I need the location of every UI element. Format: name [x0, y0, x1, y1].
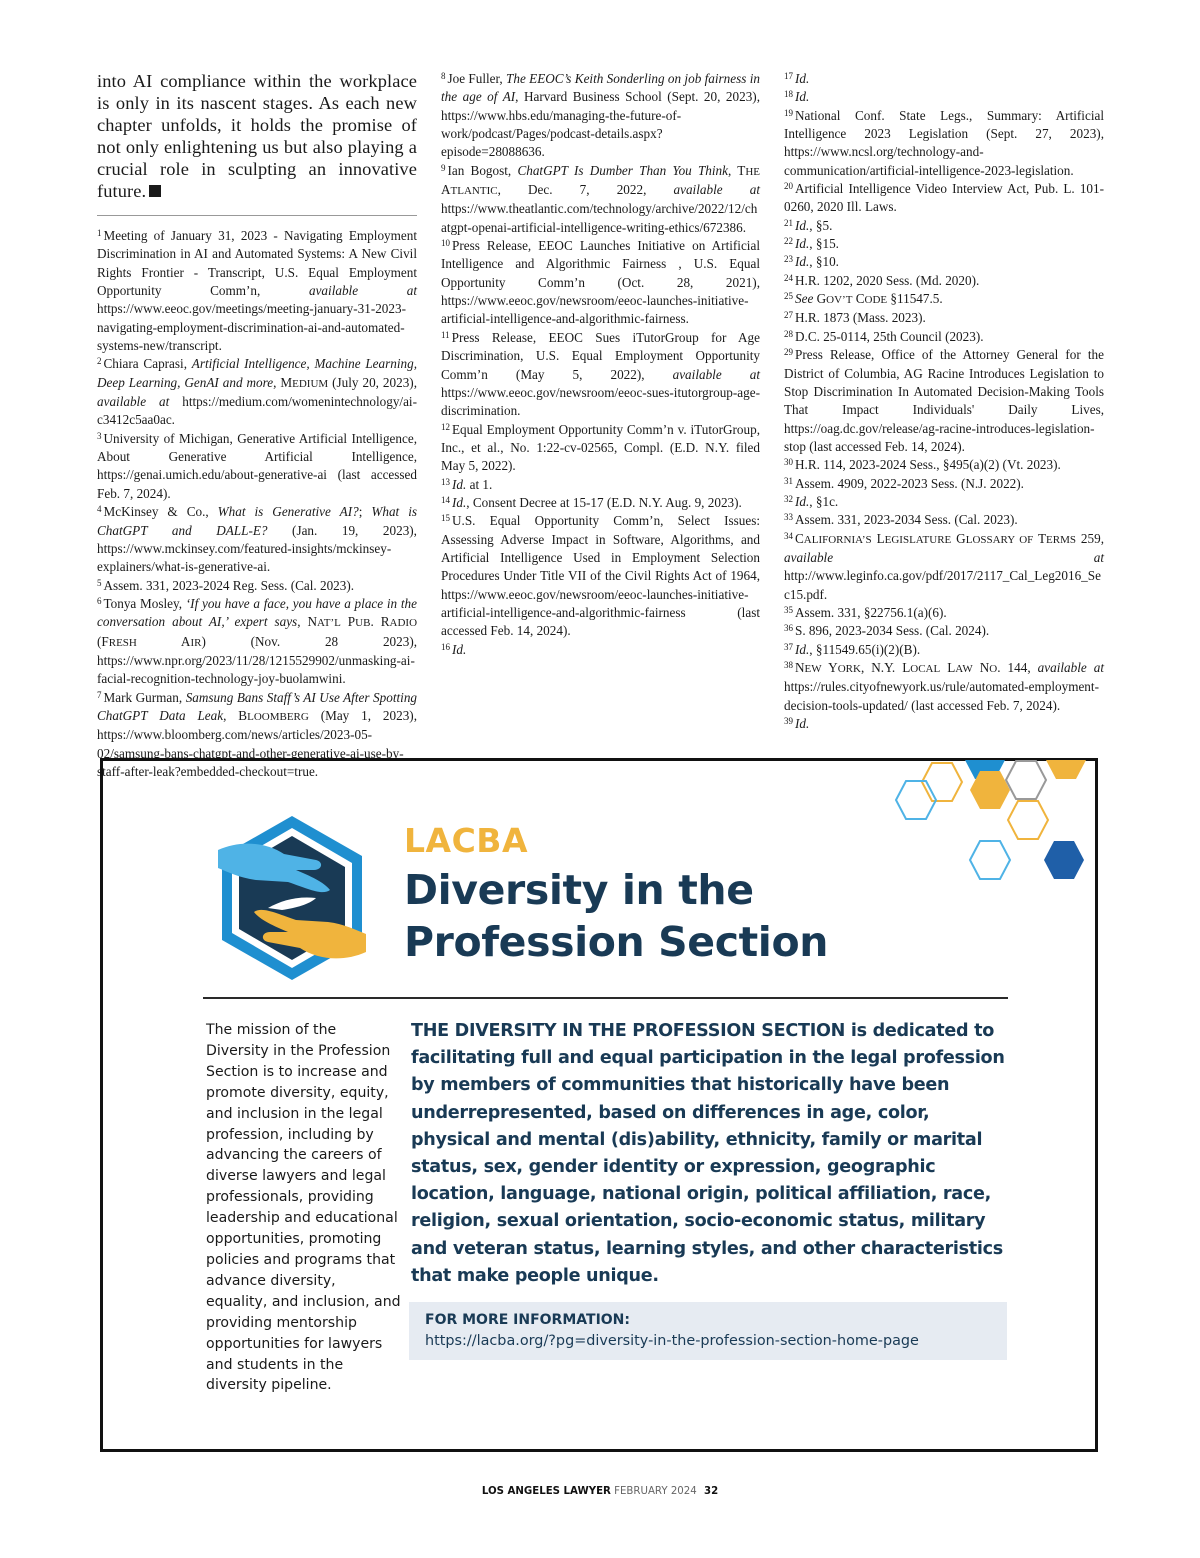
mission-statement: The mission of the Diversity in the Profession Section is to increase and promote diversity, equity, and inclusion in the legal profession, including by advancing the careers of diverse lawyers and legal professionals, providing leadership and educational opportunities, promoting policies and programs that advance diversity, equality, and inclusion, and providing mentorship opportunities for lawyers and students in the diversity pipeline.: [206, 1022, 401, 1394]
footnote-text: Chiara Caprasi, Artificial Intelligence, Machine Learning, Deep Learning, GenAI and more, MEDIUM (July 20, 2023), available at https://medium.com/womenintechnology/ai-c3412c5aa0ac.: [97, 356, 418, 428]
footnote-text: Id.: [795, 89, 810, 105]
footnote-text: Assem. 331, 2023-2024 Reg. Sess. (Cal. 2023).: [103, 577, 355, 593]
footnote-12: [441, 421, 760, 476]
footnote-number: 21: [784, 217, 793, 228]
footnote-text: Meeting of January 31, 2023 - Navigating Employment Discrimination in AI and Automated Systems: A New Civil Rights Frontier - Transcript, U.S. Equal Employment Opportunity Comm’n, available at https://www.eeoc.gov/meetings/meeting-january-31-2023-navigating-employment-discrimination-ai-and-automated-systems-new/transcript.: [97, 228, 417, 354]
footnote-35: [784, 604, 1104, 622]
footnote-text: Assem. 331, 2023-2034 Sess. (Cal. 2023).: [795, 512, 1018, 528]
footnote-number: 16: [441, 641, 450, 652]
footnote-text: NEW YORK, N.Y. LOCAL LAW NO. 144, available at https://rules.cityofnewyork.us/rule/automated-employment-decision-tools-updated/ (last accessed Feb. 7, 2024).: [784, 660, 1105, 713]
footnote-number: 4: [97, 504, 102, 515]
footnote-text: Artificial Intelligence Video Interview Act, Pub. L. 101-0260, 2020 Ill. Laws.: [784, 181, 1104, 215]
footnote-number: 9: [441, 162, 446, 173]
footnote-text: Id., §5.: [795, 217, 833, 233]
footnote-text: Id., §15.: [795, 236, 839, 252]
footnote-text: Mark Gurman, Samsung Bans Staff’s AI Use After Spotting ChatGPT Data Leak, BLOOMBERG (May 1, 2023), https://www.bloomberg.com/news/articles/2023-05-02/samsung-bans-chatgpt-and-other-generative-ai-use-by-staff-after-leak?embedded-checkout=true.: [97, 689, 418, 779]
footnote-number: 8: [441, 71, 446, 81]
footnote-text: McKinsey & Co., What is Generative AI?; What is ChatGPT and DALL-E? (Jan. 19, 2023), https://www.mckinsey.com/featured-insights/mckinsey-explainers/what-is-generative-ai.: [97, 504, 417, 575]
footnote-21: [784, 217, 1104, 235]
footnote-number: 20: [784, 181, 793, 192]
footnote-18: [784, 88, 1104, 106]
column-2: [441, 70, 760, 659]
footnote-text: Id., §11549.65(i)(2)(B).: [795, 641, 921, 657]
footnote-10: [441, 237, 760, 329]
footnote-number: 3: [97, 430, 102, 441]
footnote-28: [784, 328, 1104, 346]
footnote-9: [441, 162, 760, 237]
footnote-6: [97, 595, 417, 689]
footnote-text: Press Release, EEOC Sues iTutorGroup for Age Discrimination, U.S. Equal Employment Opportunity Comm’n (May 5, 2022), available at https://www.eeoc.gov/newsroom/eeoc-sues-itutorgroup-age-discrimination.: [441, 329, 760, 419]
more-information-panel: [409, 1302, 1007, 1360]
footnote-number: 13: [441, 476, 450, 487]
ad-divider: [203, 997, 1008, 999]
footnote-text: Press Release, Office of the Attorney General for the District of Columbia, AG Racine Introduces Legislation to Stop Discrimination In Automated Decision-Making Tools That Impact Individuals' Daily Lives, https://oag.dc.gov/release/ag-racine-introduces-legislation-stop (last accessed Feb. 14, 2024).: [784, 347, 1104, 454]
footnote-text: Id.: [795, 71, 810, 86]
footnote-text: H.R. 1202, 2020 Sess. (Md. 2020).: [795, 272, 980, 288]
footnote-number: 14: [441, 494, 450, 505]
footnote-number: 36: [784, 623, 793, 634]
lacba-brand: LACBA: [404, 821, 528, 860]
footnote-text: Id. at 1.: [452, 476, 493, 492]
footnote-number: 5: [97, 577, 102, 588]
footnote-text: Press Release, EEOC Launches Initiative on Artificial Intelligence and Algorithmic Fairness , U.S. Equal Opportunity Comm’n (Oct. 28, 2021), https://www.eeoc.gov/newsroom/eeoc-launches-initiative-artificial-intelligence-and-algorithmic-fairness.: [441, 238, 760, 327]
footnote-number: 33: [784, 512, 793, 523]
footnote-23: [784, 253, 1104, 271]
footnote-text: University of Michigan, Generative Artificial Intelligence, About Generative Artificial Intelligence, https://genai.umich.edu/about-generative-ai (last accessed Feb. 7, 2024).: [97, 430, 417, 501]
footnote-31: [784, 475, 1104, 493]
decorative-hexagons: [890, 760, 1095, 885]
footnote-17: [784, 70, 1104, 88]
footnote-text: U.S. Equal Opportunity Comm’n, Select Issues: Assessing Adverse Impact in Software, Algorithms, and Artificial Intelligence Used in Employment Selection Procedures Under Title VII of the Civil Rights Act of 1964, https://www.eeoc.gov/newsroom/eeoc-launches-initiative-artificial-intelligence-and-algorithmic-fairness (last accessed Feb. 14, 2024).: [441, 513, 760, 639]
footnote-text: Assem. 331, §22756.1(a)(6).: [795, 604, 947, 620]
footnote-number: 17: [784, 71, 793, 81]
footnote-text: Id., §1c.: [795, 493, 839, 509]
footnote-27: [784, 309, 1104, 327]
footnote-15: [441, 512, 760, 640]
footnote-number: 29: [784, 347, 793, 358]
footnotes-column-2: [441, 70, 760, 659]
footnote-13: [441, 476, 760, 494]
footnote-text: Tonya Mosley, ‘If you have a face, you have a place in the conversation about AI,’ expert says, NAT’L PUB. RADIO (FRESH AIR) (Nov. 28 2023), https://www.npr.org/2023/11/28/1215529902/unmasking-ai-facial-recognition-technology-joy-buolamwini.: [97, 595, 418, 687]
footnote-divider: [97, 215, 417, 216]
footnote-number: 10: [441, 238, 450, 249]
footnote-11: [441, 329, 760, 421]
footnote-8: [441, 70, 760, 162]
footnote-text: Id.: [795, 716, 810, 732]
closing-paragraph-text: into AI compliance within the workplace is only in its nascent stages. As each new chapter unfolds, it holds the promise of not only enlightening us but also playing a crucial role in sculpting an innovative future.: [97, 71, 417, 201]
footnote-30: [784, 456, 1104, 474]
section-title: [404, 864, 828, 968]
footnote-24: [784, 272, 1104, 290]
end-of-article-mark: [149, 185, 161, 197]
footnote-36: [784, 622, 1104, 640]
footnote-text: H.R. 1873 (Mass. 2023).: [795, 310, 926, 326]
page-footer: [0, 1486, 1200, 1497]
footnotes-column-3: [784, 70, 1104, 733]
footnotes-column-1: [97, 227, 417, 781]
footnote-number: 37: [784, 641, 793, 652]
footnote-number: 18: [784, 89, 793, 100]
footnote-14: [441, 494, 760, 512]
footnote-37: [784, 641, 1104, 659]
footnote-number: 22: [784, 236, 793, 247]
footnote-16: [441, 641, 760, 659]
footnote-number: 38: [784, 660, 793, 670]
footnote-text: Id., §10.: [795, 254, 839, 270]
footnote-5: [97, 577, 417, 595]
footnote-4: [97, 503, 417, 576]
footnote-text: Equal Employment Opportunity Comm’n v. iTutorGroup, Inc., et al., No. 1:22-cv-02565, Compl. (E.D. N.Y. filed May 5, 2022).: [441, 421, 760, 474]
footnote-1: [97, 227, 417, 355]
footnote-number: 1: [97, 228, 102, 238]
column-1: [97, 70, 417, 781]
footnote-text: D.C. 25-0114, 25th Council (2023).: [795, 328, 984, 344]
page-number: 32: [704, 1486, 719, 1497]
footnote-39: [784, 715, 1104, 733]
footnote-text: National Conf. State Legs., Summary: Artificial Intelligence 2023 Legislation (Sept. 27, 2023), https://www.ncsl.org/technology-and-communication/artificial-intelligence-2023-legislation.: [784, 107, 1104, 178]
issue-date: FEBRUARY 2024: [614, 1486, 697, 1497]
footnote-text: Id., Consent Decree at 15-17 (E.D. N.Y. Aug. 9, 2023).: [452, 494, 742, 510]
footnote-25: [784, 290, 1104, 309]
footnote-text: See GOV’T CODE §11547.5.: [795, 291, 943, 307]
footnote-number: 28: [784, 328, 793, 339]
more-information-link[interactable]: https://lacba.org/?pg=diversity-in-the-profession-section-home-page: [425, 1333, 919, 1349]
footnote-number: 12: [441, 421, 450, 432]
hands-hexagon-logo: [218, 812, 366, 984]
footnote-38: [784, 659, 1104, 715]
footnote-number: 6: [97, 595, 102, 606]
more-information-label: FOR MORE INFORMATION:: [425, 1312, 630, 1328]
footnote-20: [784, 180, 1104, 217]
footnote-3: [97, 430, 417, 503]
footnote-number: 7: [97, 689, 102, 700]
footnote-text: CALIFORNIA’S LEGISLATURE GLOSSARY OF TERMS 259, available at http://www.leginfo.ca.gov/pdf/2017/2117_Cal_Leg2016_Sec15.pdf.: [784, 530, 1105, 602]
article-closing-paragraph: [97, 70, 417, 202]
footnote-2: [97, 355, 417, 429]
footnote-number: 19: [784, 107, 793, 118]
footnote-text: Joe Fuller, The EEOC’s Keith Sonderling on job fairness in the age of AI, Harvard Business School (Sept. 20, 2023), https://www.hbs.edu/managing-the-future-of-work/podcast/Pages/podcast-details.aspx?episode=28088636.: [441, 71, 760, 160]
footnote-number: 24: [784, 272, 793, 283]
footnote-number: 30: [784, 457, 793, 468]
footnote-text: Assem. 4909, 2022-2023 Sess. (N.J. 2022).: [795, 475, 1024, 491]
section-title-line-1: Diversity in the: [404, 866, 754, 914]
footnote-text: Ian Bogost, ChatGPT Is Dumber Than You Think, THE ATLANTIC, Dec. 7, 2022, available at https://www.theatlantic.com/technology/archive/2022/12/chatgpt-openai-artificial-intelligence-writing-ethics/672386.: [441, 162, 761, 235]
footnote-number: 25: [784, 291, 793, 302]
footnote-text: Id.: [452, 641, 467, 657]
publication-name: LOS ANGELES LAWYER: [481, 1486, 611, 1497]
footnote-number: 11: [441, 329, 450, 340]
dedication-statement: THE DIVERSITY IN THE PROFESSION SECTION is dedicated to facilitating full and equal participation in the legal profession by members of communities that historically have been underrepresented, based on differences in age, color, physical and mental (dis)ability, ethnicity, family or marital status, sex, gender identity or expression, geographic location, language, national origin, political affiliation, race, religion, sexual orientation, socio-economic status, military and veteran status, learning styles, and other characteristics that make people unique.: [411, 1021, 1005, 1286]
footnote-34: [784, 530, 1104, 604]
footnote-number: 32: [784, 493, 793, 504]
footnote-number: 23: [784, 254, 793, 265]
footnote-19: [784, 107, 1104, 180]
footnote-number: 34: [784, 530, 793, 541]
column-3: [784, 70, 1104, 733]
footnote-number: 27: [784, 310, 793, 321]
footnote-text: H.R. 114, 2023-2024 Sess., §495(a)(2) (Vt. 2023).: [795, 457, 1061, 473]
footnote-number: 35: [784, 604, 793, 615]
footnote-32: [784, 493, 1104, 511]
footnote-text: S. 896, 2023-2034 Sess. (Cal. 2024).: [795, 623, 990, 639]
footnote-number: 31: [784, 475, 793, 486]
section-title-line-2: Profession Section: [404, 918, 829, 966]
footnote-number: 2: [97, 356, 102, 367]
footnote-29: [784, 346, 1104, 456]
footnote-33: [784, 511, 1104, 529]
footnote-number: 15: [441, 513, 450, 524]
footnote-number: 39: [784, 716, 793, 727]
footnote-22: [784, 235, 1104, 253]
